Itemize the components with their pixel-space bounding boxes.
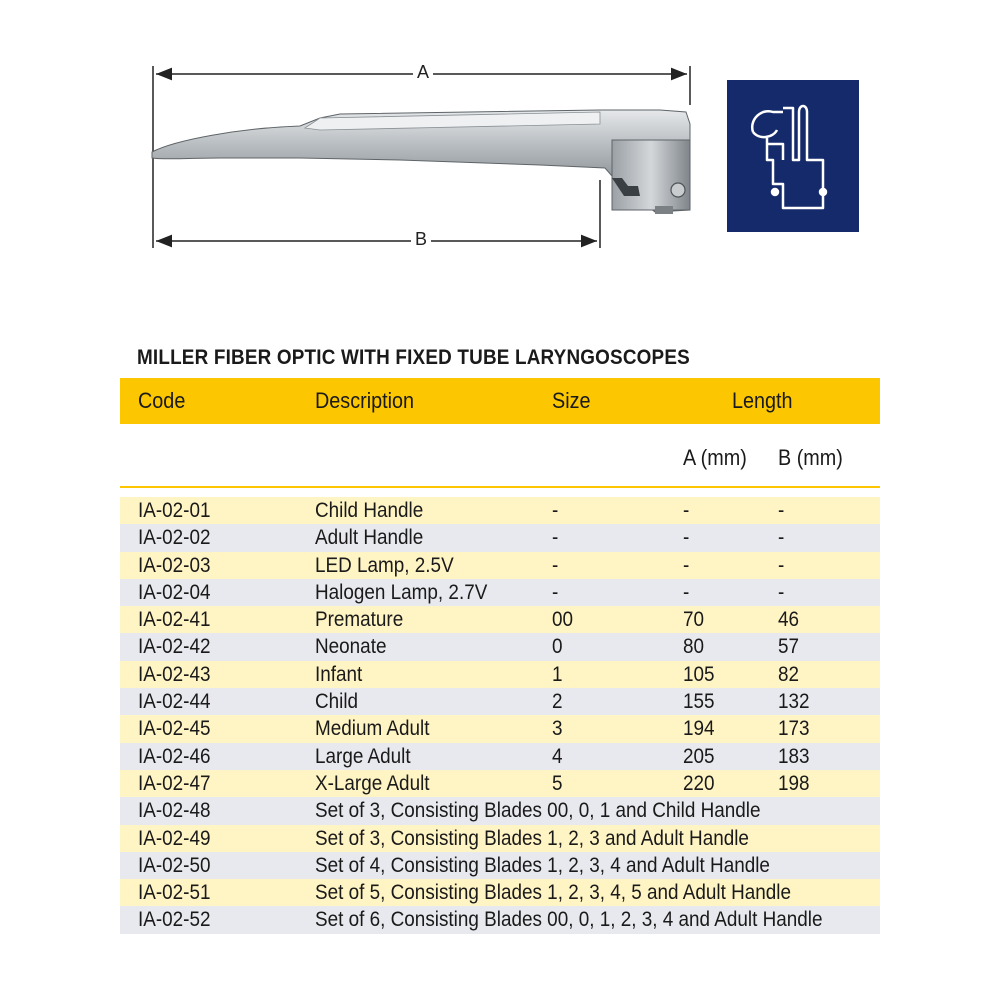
table-row [120,661,880,688]
cell-size: 5 [552,771,563,795]
table-row [120,552,880,579]
table-row [120,879,880,906]
header-size: Size [552,388,591,413]
cell-description: Set of 4, Consisting Blades 1, 2, 3, 4 and Adult Handle [315,853,770,877]
dimension-a-label: A [413,62,433,83]
cell-code: IA-02-51 [138,881,211,905]
cell-code: IA-02-42 [138,635,211,659]
cell-length-a: 80 [683,635,705,659]
base-tab [655,206,673,214]
cell-length-b: 198 [778,771,810,795]
table-row [120,579,880,606]
cell-description: Set of 3, Consisting Blades 1, 2, 3 and Adult Handle [315,826,749,850]
cell-length-b: 173 [778,717,810,741]
cell-description: Child [315,690,359,714]
cell-description: Adult Handle [315,526,424,550]
cell-size: 0 [552,635,563,659]
cell-length-b: - [778,580,785,604]
blade-heel [612,140,690,210]
cell-size: 2 [552,690,563,714]
cell-length-b: 132 [778,690,810,714]
cell-code: IA-02-44 [138,690,211,714]
cell-description: Set of 6, Consisting Blades 00, 0, 1, 2, 3, 4 and Adult Handle [315,908,823,932]
cell-description: Set of 3, Consisting Blades 00, 0, 1 and Child Handle [315,799,761,823]
cell-size: - [552,526,559,550]
table-row [120,606,880,633]
cell-code: IA-02-48 [138,799,211,823]
cell-length-b: 183 [778,744,810,768]
cell-code: IA-02-41 [138,608,211,632]
fiber-optic-blade-icon [727,80,859,232]
table-row [120,688,880,715]
cell-size: 3 [552,717,563,741]
cell-length-b: 82 [778,662,800,686]
cell-length-b: - [778,553,785,577]
cell-description: Medium Adult [315,717,430,741]
cell-code: IA-02-52 [138,908,211,932]
cell-size: - [552,580,559,604]
cell-code: IA-02-01 [138,499,211,522]
cell-code: IA-02-02 [138,526,211,550]
cell-length-a: 155 [683,690,715,714]
cell-description: Premature [315,608,404,632]
header-code: Code [138,388,186,413]
cell-description: X-Large Adult [315,771,430,795]
cell-code: IA-02-43 [138,662,211,686]
cell-description: Set of 5, Consisting Blades 1, 2, 3, 4, 5 and Adult Handle [315,881,791,905]
table-row [120,906,880,933]
cell-length-b: - [778,526,785,550]
cell-length-a: - [683,526,690,550]
cell-length-a: 205 [683,744,715,768]
table-row [120,743,880,770]
cell-code: IA-02-46 [138,744,211,768]
product-figure [0,0,1000,300]
cell-description: LED Lamp, 2.5V [315,553,454,577]
cell-description: Large Adult [315,744,411,768]
cell-size: 1 [552,662,563,686]
table-row [120,497,880,524]
cell-description: Neonate [315,635,387,659]
table-row [120,770,880,797]
cell-code: IA-02-49 [138,826,211,850]
cell-code: IA-02-04 [138,580,211,604]
cell-code: IA-02-45 [138,717,211,741]
cell-size: 4 [552,744,563,768]
cell-size: 00 [552,608,574,632]
cell-code: IA-02-47 [138,771,211,795]
cell-length-b: 57 [778,635,800,659]
cell-description: Infant [315,662,363,686]
header-rule [120,486,880,488]
table-row [120,852,880,879]
table-row [120,633,880,660]
cell-description: Child Handle [315,499,424,522]
product-title: MILLER FIBER OPTIC WITH FIXED TUBE LARYNGOSCOPES [137,346,690,369]
header-description: Description [315,388,415,413]
cell-code: IA-02-03 [138,553,211,577]
table-row [120,797,880,824]
cell-length-a: 105 [683,662,715,686]
header-b-mm: B (mm) [778,445,843,470]
table-row [120,524,880,551]
cell-size: - [552,499,559,522]
table-row [120,825,880,852]
cell-length-b: - [778,499,785,522]
cell-length-a: 70 [683,608,705,632]
header-a-mm: A (mm) [683,445,747,470]
cell-length-a: - [683,580,690,604]
cell-length-a: - [683,553,690,577]
product-table-body [120,497,880,934]
cell-length-b: 46 [778,608,800,632]
cell-description: Halogen Lamp, 2.7V [315,580,488,604]
cell-length-a: - [683,499,690,522]
cell-length-a: 220 [683,771,715,795]
header-length: Length [732,388,793,413]
cell-code: IA-02-50 [138,853,211,877]
table-row [120,715,880,742]
ball-detent [671,183,685,197]
dimension-b-label: B [411,229,431,250]
cell-size: - [552,553,559,577]
cell-length-a: 194 [683,717,715,741]
